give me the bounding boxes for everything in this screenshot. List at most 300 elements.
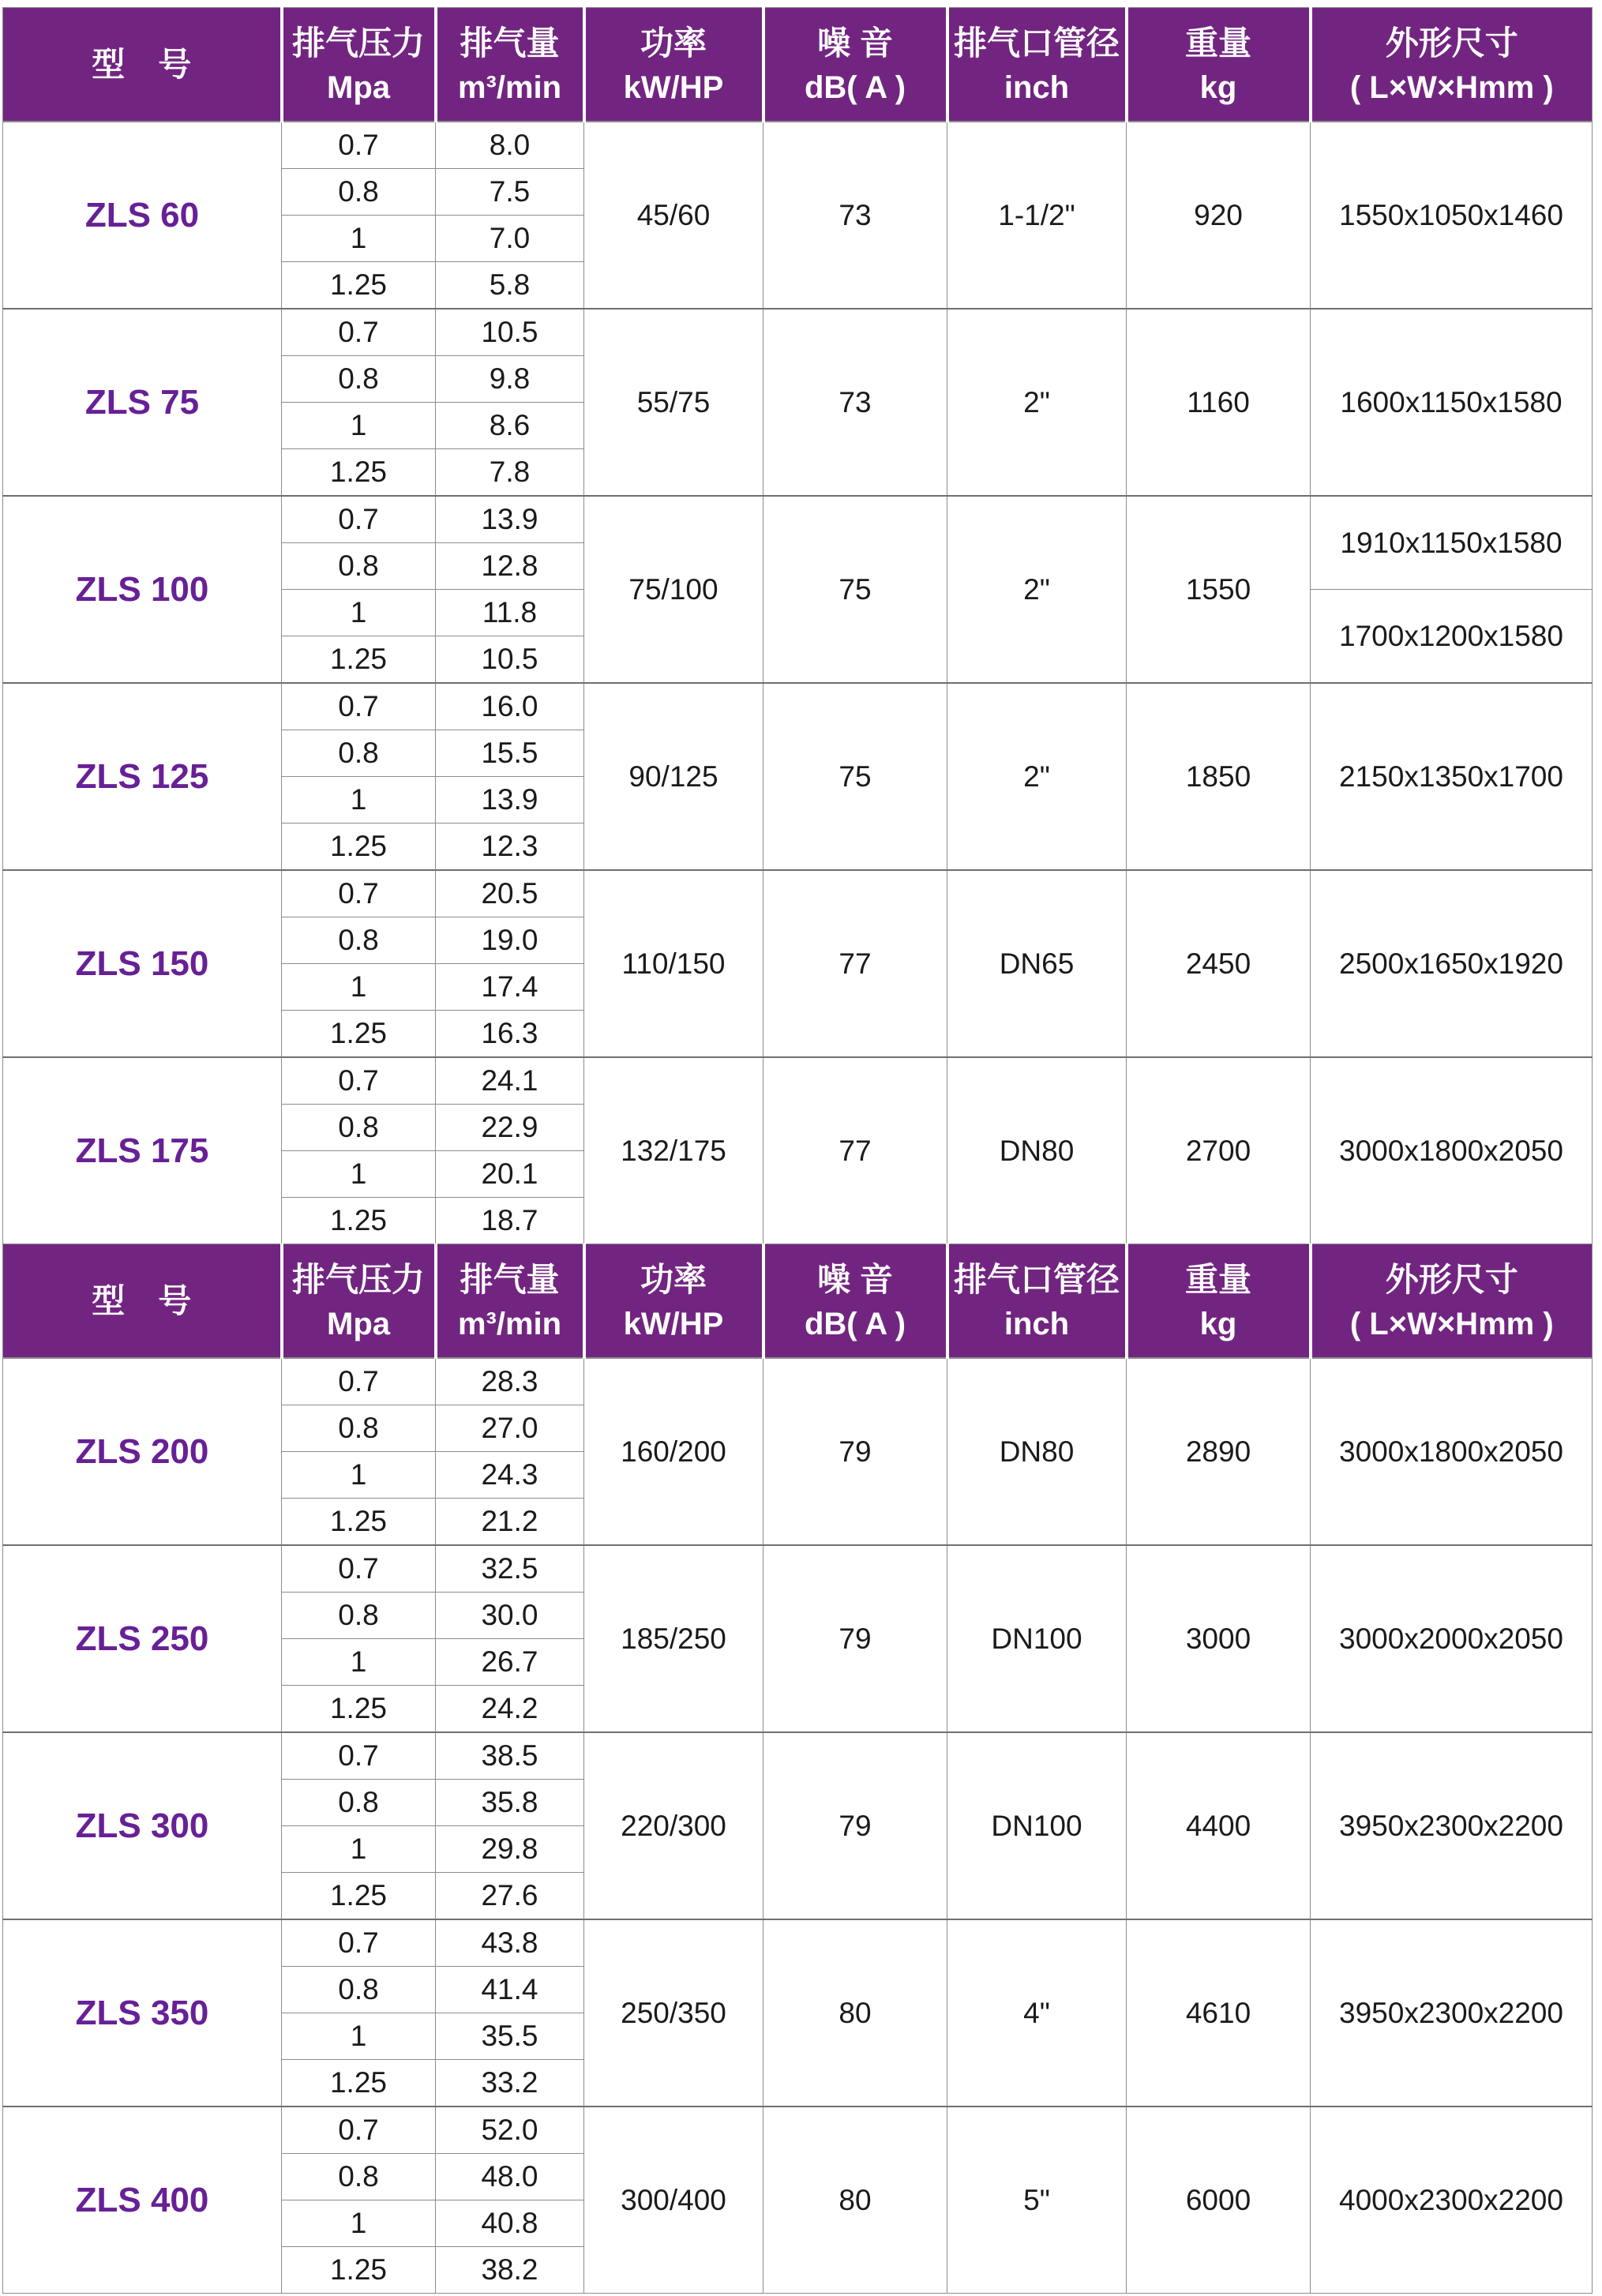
weight-cell-text: 920 [1194, 198, 1243, 231]
weight-cell [1127, 1358, 1311, 1545]
flow-cell [436, 636, 584, 684]
pressure-cell-text: 0.7 [338, 1739, 379, 1772]
pressure-cell [282, 169, 436, 216]
pressure-cell-text: 0.8 [338, 175, 379, 208]
spec-row [3, 870, 1593, 917]
noise-cell [763, 496, 947, 683]
pressure-cell [282, 403, 436, 449]
flow-cell [436, 1873, 584, 1920]
dims-cell [1311, 122, 1593, 309]
flow-cell [436, 1593, 584, 1639]
weight-cell-text: 3000 [1185, 1622, 1251, 1655]
pressure-cell [282, 917, 436, 964]
power-cell-text: 132/175 [621, 1134, 726, 1167]
flow-cell [436, 403, 584, 449]
flow-cell [436, 1967, 584, 2013]
flow-cell [436, 1499, 584, 1546]
noise-cell-text: 80 [839, 2183, 872, 2216]
weight-cell [1127, 309, 1311, 496]
noise-cell-text: 75 [839, 760, 872, 793]
weight-cell-text: 2700 [1185, 1134, 1251, 1167]
pressure-cell-text: 0.7 [338, 1552, 379, 1585]
flow-cell-text: 19.0 [481, 924, 538, 956]
pressure-cell-text: 1.25 [329, 1692, 387, 1724]
pressure-cell [282, 2107, 436, 2154]
pressure-cell [282, 1151, 436, 1198]
header-title-flow: 排气量 [460, 24, 560, 62]
header-title-model: 型 号 [92, 45, 192, 83]
flow-cell [436, 777, 584, 823]
header-title-dims: 外形尺寸 [1385, 24, 1518, 62]
flow-cell-text: 10.5 [481, 316, 538, 348]
flow-cell [436, 683, 584, 730]
header-cell-weight [1127, 8, 1311, 122]
pressure-cell [282, 636, 436, 684]
header-cell-noise [763, 8, 947, 122]
flow-cell [436, 1105, 584, 1151]
flow-cell [436, 1732, 584, 1780]
flow-cell-text: 48.0 [481, 2160, 538, 2193]
header-row [3, 1244, 1593, 1359]
dims-cell-text: 2500x1650x1920 [1339, 947, 1563, 980]
dims-cell-text: 3000x1800x2050 [1339, 1134, 1563, 1167]
flow-cell-text: 24.3 [481, 1458, 538, 1491]
pressure-cell-text: 1 [350, 2207, 367, 2239]
pressure-cell-text: 1.25 [329, 643, 387, 675]
header-cell-flow [436, 8, 584, 122]
weight-cell [1127, 870, 1311, 1057]
flow-cell-text: 30.0 [481, 1599, 538, 1631]
model-name-cell-text: ZLS 300 [75, 1806, 209, 1845]
pressure-cell-text: 0.7 [338, 1365, 379, 1397]
model-name-cell-text: ZLS 175 [75, 1131, 209, 1170]
flow-cell-text: 27.6 [481, 1879, 538, 1911]
flow-cell [436, 1826, 584, 1873]
flow-cell [436, 496, 584, 543]
dims-cell [1311, 1057, 1593, 1244]
pressure-cell [282, 1967, 436, 2013]
pressure-cell-text: 1.25 [329, 1879, 387, 1911]
pipe-cell [947, 1545, 1127, 1732]
pressure-cell [282, 1105, 436, 1151]
header-title-pressure: 排气压力 [291, 24, 425, 62]
power-cell-text: 75/100 [628, 572, 718, 606]
flow-cell [436, 917, 584, 964]
flow-cell-text: 7.8 [489, 456, 531, 488]
weight-cell [1127, 1057, 1311, 1244]
pressure-cell-text: 1.25 [329, 1505, 387, 1537]
pressure-cell-text: 0.7 [338, 1926, 379, 1959]
flow-cell-text: 20.1 [481, 1157, 538, 1190]
pipe-cell [947, 496, 1127, 683]
pressure-cell [282, 1780, 436, 1826]
flow-cell [436, 2107, 584, 2154]
model-name-cell [3, 870, 282, 1057]
noise-cell-text: 73 [839, 385, 872, 418]
pressure-cell [282, 2200, 436, 2247]
model-name-cell-text: ZLS 75 [84, 382, 200, 422]
flow-cell-text: 35.5 [481, 2020, 538, 2052]
power-cell [584, 1545, 763, 1732]
pressure-cell-text: 1.25 [329, 268, 387, 301]
flow-cell-text: 11.8 [482, 596, 538, 628]
pipe-cell-text: 5" [1023, 2183, 1050, 2216]
pipe-cell [947, 122, 1127, 309]
header-cell-pipe [947, 1244, 1127, 1359]
spec-row [3, 1358, 1593, 1405]
pressure-cell [282, 1873, 436, 1920]
pressure-cell [282, 2060, 436, 2107]
pipe-cell-text: 2" [1023, 760, 1050, 793]
model-name-cell-text: ZLS 400 [75, 2180, 209, 2219]
flow-cell-text: 16.3 [481, 1017, 538, 1049]
flow-cell-text: 29.8 [481, 1833, 538, 1865]
dims-cell [1311, 1545, 1593, 1732]
flow-cell-text: 43.8 [481, 1926, 538, 1959]
dims-cell-text: 1700x1200x1580 [1339, 619, 1563, 652]
pressure-cell-text: 1 [350, 596, 367, 628]
power-cell-text: 45/60 [636, 198, 711, 231]
flow-cell [436, 1057, 584, 1105]
flow-cell-text: 20.5 [481, 877, 538, 910]
pressure-cell-text: 1 [350, 1833, 367, 1865]
pipe-cell-text: 2" [1023, 572, 1050, 606]
model-name-cell-text: ZLS 350 [75, 1993, 209, 2032]
noise-cell [763, 683, 947, 870]
noise-cell-text: 75 [839, 572, 872, 606]
header-title-pressure: 排气压力 [291, 1260, 425, 1298]
flow-cell [436, 2247, 584, 2294]
model-name-cell [3, 122, 282, 309]
flow-cell [436, 1780, 584, 1826]
flow-cell-text: 28.3 [481, 1365, 538, 1397]
weight-cell [1127, 122, 1311, 309]
power-cell [584, 2107, 763, 2294]
header-title-pipe: 排气口管径 [953, 24, 1120, 62]
header-title-power: 功率 [640, 24, 707, 62]
header-cell-pressure [282, 8, 436, 122]
weight-cell [1127, 1732, 1311, 1919]
flow-cell [436, 449, 584, 497]
power-cell-text: 90/125 [628, 760, 718, 793]
dims-cell [1311, 1919, 1593, 2107]
header-row [3, 8, 1593, 122]
dims-cell-text: 2150x1350x1700 [1339, 760, 1563, 793]
noise-cell-text: 79 [839, 1622, 872, 1655]
dims-cell [1311, 496, 1593, 590]
pressure-cell [282, 496, 436, 543]
header-cell-noise [763, 1244, 947, 1359]
flow-cell-text: 33.2 [481, 2066, 538, 2099]
model-name-cell [3, 1919, 282, 2107]
flow-cell-text: 17.4 [481, 970, 538, 1003]
pipe-cell-text: 1-1/2" [998, 198, 1075, 231]
header-unit-noise: dB( A ) [804, 69, 906, 105]
dims-cell [1311, 1732, 1593, 1919]
pressure-cell [282, 1919, 436, 1967]
header-title-weight: 重量 [1184, 1260, 1251, 1298]
flow-cell-text: 8.6 [489, 409, 531, 441]
flow-cell-text: 8.0 [489, 129, 531, 161]
pressure-cell [282, 777, 436, 823]
flow-cell [436, 1919, 584, 1967]
flow-cell-text: 22.9 [481, 1111, 538, 1143]
flow-cell-text: 32.5 [481, 1552, 538, 1585]
pressure-cell [282, 1593, 436, 1639]
flow-cell [436, 1198, 584, 1244]
power-cell-text: 250/350 [621, 1996, 726, 2029]
pressure-cell [282, 1405, 436, 1452]
noise-cell [763, 1358, 947, 1545]
pressure-cell-text: 0.8 [338, 1599, 379, 1631]
power-cell [584, 1358, 763, 1545]
pressure-cell-text: 0.8 [338, 1412, 379, 1444]
flow-cell-text: 7.0 [489, 222, 531, 254]
noise-cell-text: 80 [839, 1996, 872, 2029]
pressure-cell-text: 0.7 [338, 316, 379, 348]
header-title-model: 型 号 [92, 1281, 192, 1319]
flow-cell-text: 13.9 [481, 783, 538, 816]
header-cell-pipe [947, 8, 1127, 122]
pressure-cell [282, 964, 436, 1011]
pressure-cell [282, 823, 436, 871]
flow-cell [436, 730, 584, 777]
weight-cell [1127, 496, 1311, 683]
header-unit-dims: ( L×W×Hmm ) [1349, 69, 1554, 105]
pressure-cell-text: 0.7 [338, 690, 379, 722]
header-unit-flow: m³/min [457, 1306, 562, 1341]
pressure-cell-text: 0.7 [338, 2114, 379, 2146]
pressure-cell-text: 0.7 [338, 129, 379, 161]
flow-cell-text: 27.0 [481, 1412, 538, 1444]
flow-cell-text: 12.8 [481, 550, 538, 582]
flow-cell [436, 2154, 584, 2200]
spec-row [3, 1919, 1593, 1967]
spec-row [3, 2107, 1593, 2154]
model-name-cell-text: ZLS 125 [75, 756, 209, 796]
power-cell [584, 1919, 763, 2107]
noise-cell-text: 77 [839, 1134, 872, 1167]
pipe-cell [947, 1358, 1127, 1545]
noise-cell-text: 79 [839, 1435, 872, 1468]
weight-cell-text: 4610 [1185, 1996, 1251, 2029]
dims-cell-text: 1600x1150x1580 [1340, 385, 1563, 418]
header-unit-weight: kg [1199, 69, 1237, 105]
flow-cell [436, 2200, 584, 2247]
power-cell-text: 220/300 [621, 1809, 726, 1842]
pressure-cell-text: 1.25 [329, 1204, 387, 1236]
header-unit-pipe: inch [1004, 69, 1070, 105]
spec-row [3, 1732, 1593, 1780]
weight-cell [1127, 1919, 1311, 2107]
pressure-cell [282, 730, 436, 777]
pressure-cell-text: 0.8 [338, 924, 379, 956]
noise-cell [763, 1732, 947, 1919]
dims-cell-text: 4000x2300x2200 [1339, 2183, 1563, 2216]
pressure-cell-text: 1.25 [329, 1017, 387, 1049]
header-cell-pressure [282, 1244, 436, 1359]
model-name-cell [3, 1732, 282, 1919]
pressure-cell [282, 1732, 436, 1780]
pressure-cell [282, 1198, 436, 1244]
pipe-cell-text: DN100 [991, 1809, 1082, 1842]
pressure-cell [282, 309, 436, 356]
flow-cell [436, 122, 584, 169]
pressure-cell-text: 0.8 [338, 362, 379, 395]
pipe-cell-text: DN100 [991, 1622, 1082, 1655]
header-cell-dims [1311, 1244, 1593, 1359]
pipe-cell-text: 4" [1023, 1996, 1050, 2029]
flow-cell-text: 35.8 [481, 1786, 538, 1818]
model-name-cell-text: ZLS 150 [75, 944, 209, 983]
spec-row [3, 309, 1593, 356]
noise-cell [763, 870, 947, 1057]
header-cell-power [584, 8, 763, 122]
pressure-cell [282, 2154, 436, 2200]
power-cell [584, 683, 763, 870]
power-cell [584, 309, 763, 496]
flow-cell-text: 12.3 [481, 830, 538, 862]
weight-cell-text: 6000 [1185, 2183, 1251, 2216]
dims-cell-text: 3950x2300x2200 [1339, 1809, 1563, 1842]
model-name-cell-text: ZLS 60 [84, 195, 200, 234]
header-title-noise: 噪 音 [817, 24, 893, 62]
flow-cell-text: 16.0 [481, 690, 538, 722]
flow-cell [436, 1686, 584, 1733]
pressure-cell-text: 0.7 [338, 877, 379, 910]
pressure-cell-text: 1 [350, 1458, 367, 1491]
flow-cell [436, 1011, 584, 1058]
pressure-cell-text: 0.7 [338, 1064, 379, 1097]
dims-cell-text: 3000x2000x2050 [1339, 1622, 1563, 1655]
pressure-cell [282, 122, 436, 169]
noise-cell [763, 2107, 947, 2294]
header-title-dims: 外形尺寸 [1385, 1260, 1518, 1298]
flow-cell-text: 24.2 [481, 1692, 538, 1724]
flow-cell-text: 52.0 [481, 2114, 538, 2146]
flow-cell [436, 309, 584, 356]
pipe-cell [947, 1919, 1127, 2107]
model-name-cell [3, 1545, 282, 1732]
dims-cell [1311, 590, 1593, 684]
flow-cell-text: 7.5 [489, 175, 531, 208]
header-cell-model [3, 8, 282, 122]
spec-table [2, 7, 1593, 2294]
pipe-cell [947, 1057, 1127, 1244]
pressure-cell [282, 1057, 436, 1105]
header-unit-pressure: Mpa [327, 1306, 390, 1341]
flow-cell-text: 21.2 [481, 1505, 538, 1537]
spec-row [3, 1057, 1593, 1105]
dims-cell [1311, 1358, 1593, 1545]
model-name-cell-text: ZLS 200 [75, 1431, 209, 1471]
header-title-noise: 噪 音 [817, 1260, 893, 1298]
pressure-cell [282, 1826, 436, 1873]
model-name-cell [3, 496, 282, 683]
pressure-cell [282, 356, 436, 403]
spec-row [3, 122, 1593, 169]
header-title-flow: 排气量 [460, 1260, 560, 1298]
pressure-cell [282, 1452, 436, 1499]
header-unit-noise: dB( A ) [804, 1306, 906, 1341]
pipe-cell [947, 2107, 1127, 2294]
header-cell-dims [1311, 8, 1593, 122]
header-unit-pipe: inch [1004, 1306, 1070, 1341]
flow-cell [436, 169, 584, 216]
flow-cell-text: 10.5 [481, 643, 538, 675]
pressure-cell-text: 1 [350, 409, 367, 441]
noise-cell [763, 1057, 947, 1244]
noise-cell [763, 1545, 947, 1732]
power-cell-text: 110/150 [621, 947, 726, 980]
pressure-cell-text: 1.25 [329, 456, 387, 488]
pressure-cell [282, 1011, 436, 1058]
pressure-cell-text: 1 [350, 222, 367, 254]
flow-cell [436, 1639, 584, 1686]
pressure-cell-text: 1 [350, 2020, 367, 2052]
noise-cell-text: 77 [839, 947, 872, 980]
weight-cell-text: 4400 [1185, 1809, 1251, 1842]
pressure-cell-text: 0.8 [338, 550, 379, 582]
pressure-cell [282, 1639, 436, 1686]
weight-cell-text: 1550 [1185, 572, 1251, 606]
pressure-cell-text: 0.8 [338, 1786, 379, 1818]
pipe-cell [947, 683, 1127, 870]
flow-cell [436, 823, 584, 871]
header-title-pipe: 排气口管径 [953, 1260, 1120, 1298]
pressure-cell [282, 870, 436, 917]
power-cell [584, 496, 763, 683]
flow-cell [436, 2013, 584, 2060]
model-name-cell-text: ZLS 100 [75, 569, 209, 609]
weight-cell-text: 1850 [1185, 760, 1251, 793]
pressure-cell-text: 1 [350, 783, 367, 816]
pressure-cell [282, 262, 436, 310]
flow-cell [436, 2060, 584, 2107]
spec-row [3, 683, 1593, 730]
spec-row [3, 1545, 1593, 1593]
pressure-cell [282, 1686, 436, 1733]
pressure-cell-text: 0.7 [338, 503, 379, 535]
pressure-cell [282, 543, 436, 590]
flow-cell [436, 356, 584, 403]
power-cell-text: 185/250 [621, 1622, 726, 1655]
model-name-cell [3, 2107, 282, 2294]
pressure-cell [282, 1499, 436, 1546]
noise-cell-text: 79 [839, 1809, 872, 1842]
header-unit-flow: m³/min [457, 69, 562, 105]
pressure-cell-text: 1.25 [329, 830, 387, 862]
pipe-cell-text: 2" [1023, 385, 1050, 418]
noise-cell [763, 1919, 947, 2107]
flow-cell-text: 38.2 [481, 2253, 538, 2286]
model-name-cell-text: ZLS 250 [75, 1619, 209, 1658]
power-cell-text: 160/200 [621, 1435, 726, 1468]
flow-cell [436, 1545, 584, 1593]
flow-cell-text: 41.4 [481, 1973, 538, 2005]
pipe-cell-text: DN80 [999, 1435, 1075, 1468]
pressure-cell [282, 590, 436, 636]
pressure-cell-text: 0.8 [338, 2160, 379, 2193]
pressure-cell [282, 2247, 436, 2294]
weight-cell [1127, 683, 1311, 870]
pressure-cell-text: 0.8 [338, 1111, 379, 1143]
power-cell-text: 55/75 [636, 385, 711, 418]
flow-cell-text: 18.7 [481, 1204, 538, 1236]
flow-cell [436, 1452, 584, 1499]
header-cell-power [584, 1244, 763, 1359]
header-cell-weight [1127, 1244, 1311, 1359]
